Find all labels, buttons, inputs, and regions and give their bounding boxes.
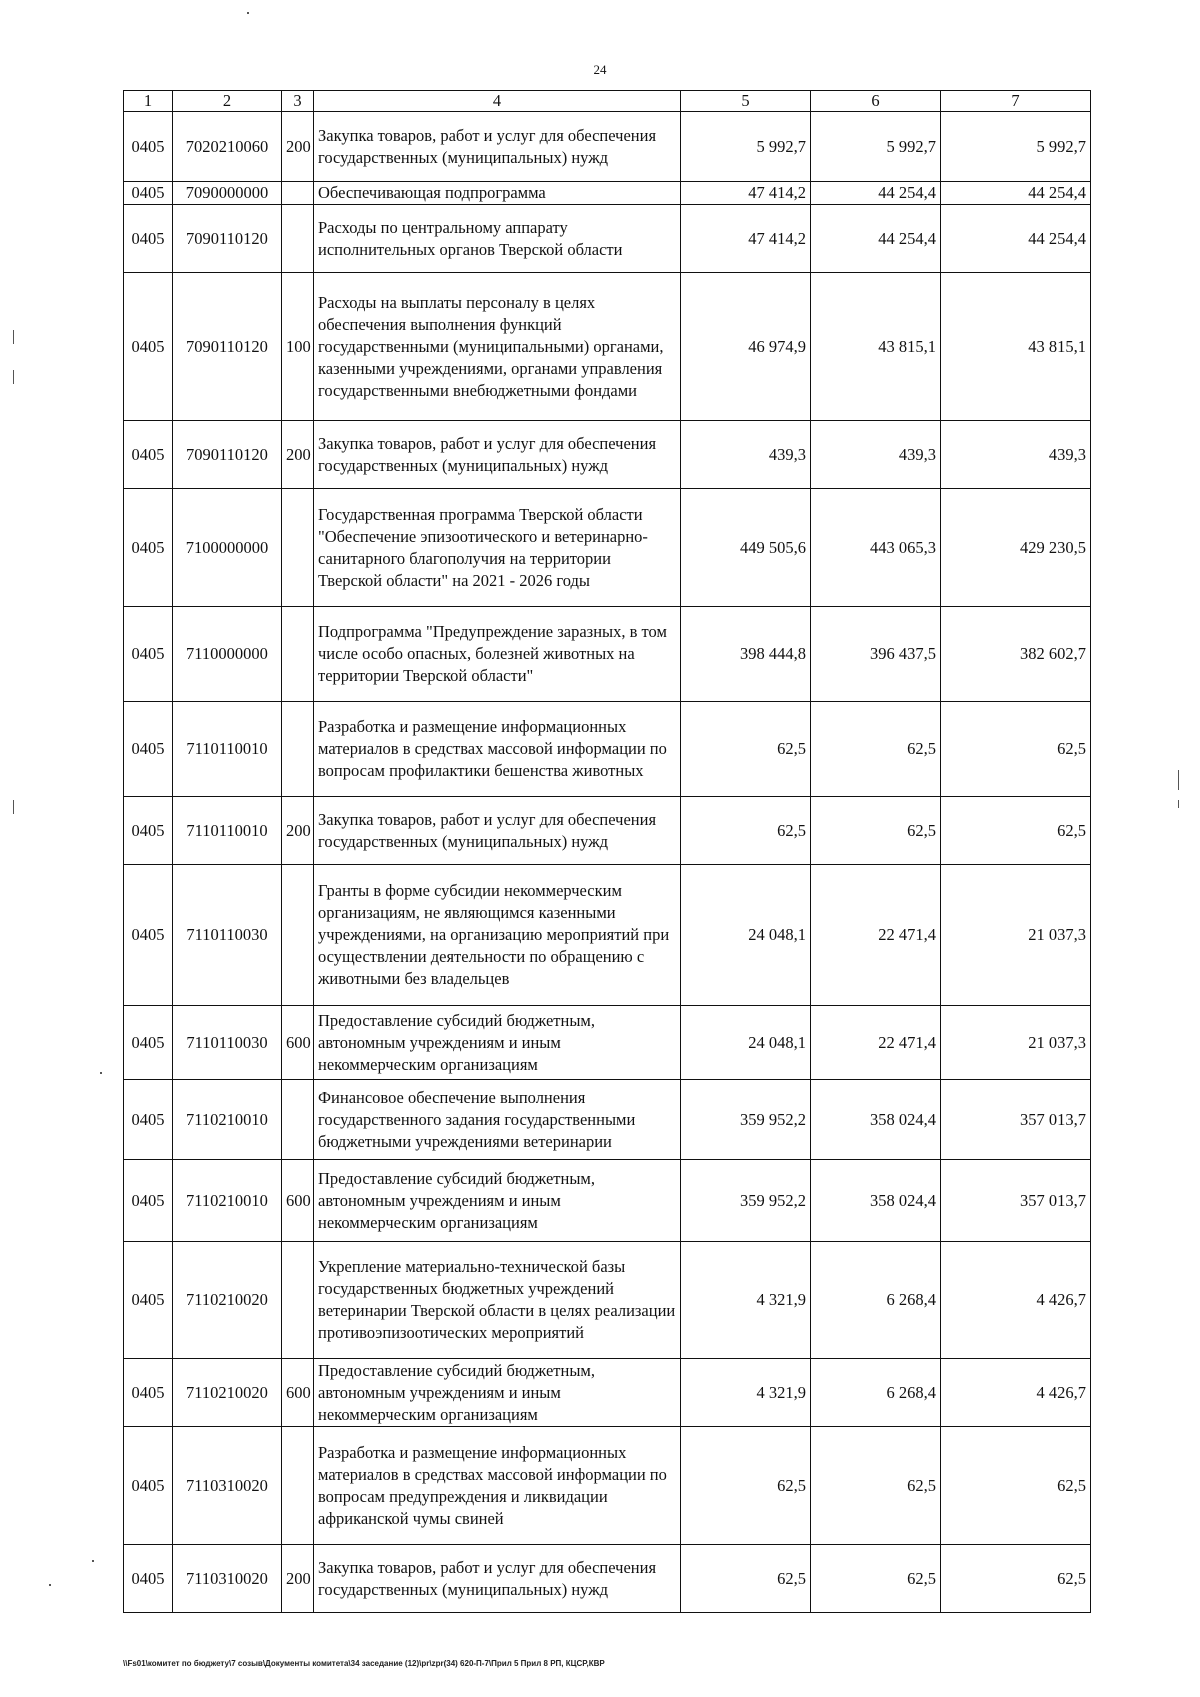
amount-year2-cell: 396 437,5 [811,607,941,702]
section-code-cell: 0405 [124,797,173,865]
amount-year1-cell: 439,3 [681,421,811,489]
amount-year1-cell: 449 505,6 [681,489,811,607]
expense-type-cell: 600 [282,1359,314,1427]
target-article-cell: 7110210020 [173,1359,282,1427]
amount-year1-cell: 62,5 [681,797,811,865]
section-code-cell: 0405 [124,865,173,1006]
col-header-5: 5 [681,91,811,112]
expense-type-cell: 200 [282,797,314,865]
amount-year3-cell: 21 037,3 [941,1006,1091,1080]
table-row [124,1427,1091,1545]
section-code-cell: 0405 [124,112,173,182]
section-code-cell: 0405 [124,489,173,607]
expense-type-cell: 600 [282,1160,314,1242]
table-row [124,1006,1091,1080]
expense-type-cell: 200 [282,112,314,182]
target-article-cell: 7110210020 [173,1242,282,1359]
amount-year1-cell: 47 414,2 [681,205,811,273]
item-name-cell: Финансовое обеспечение выполнения государственного задания государственными бюджетными учреждениями ветеринарии [314,1080,681,1160]
item-name-cell: Расходы по центральному аппарату исполнительных органов Тверской области [314,205,681,273]
section-code-cell: 0405 [124,607,173,702]
amount-year3-cell: 62,5 [941,1427,1091,1545]
expense-type-cell [282,865,314,1006]
col-header-4: 4 [314,91,681,112]
amount-year2-cell: 44 254,4 [811,205,941,273]
section-code-cell: 0405 [124,273,173,421]
amount-year1-cell: 359 952,2 [681,1080,811,1160]
amount-year2-cell: 62,5 [811,1545,941,1613]
item-name-cell: Укрепление материально-технической базы государственных бюджетных учреждений ветеринарии Тверской области в целях реализации противоэпизоотических мероприятий [314,1242,681,1359]
item-name-cell: Предоставление субсидий бюджетным, автономным учреждениям и иным некоммерческим организациям [314,1160,681,1242]
amount-year1-cell: 46 974,9 [681,273,811,421]
amount-year1-cell: 398 444,8 [681,607,811,702]
amount-year2-cell: 62,5 [811,1427,941,1545]
target-article-cell: 7110210010 [173,1160,282,1242]
target-article-cell: 7110000000 [173,607,282,702]
amount-year1-cell: 5 992,7 [681,112,811,182]
expense-type-cell: 600 [282,1006,314,1080]
col-header-1: 1 [124,91,173,112]
expense-type-cell: 100 [282,273,314,421]
table-row [124,797,1091,865]
target-article-cell: 7100000000 [173,489,282,607]
item-name-cell: Закупка товаров, работ и услуг для обеспечения государственных (муниципальных) нужд [314,797,681,865]
amount-year3-cell: 4 426,7 [941,1242,1091,1359]
table-row [124,182,1091,205]
amount-year2-cell: 439,3 [811,421,941,489]
item-name-cell: Закупка товаров, работ и услуг для обеспечения государственных (муниципальных) нужд [314,421,681,489]
table-row [124,1359,1091,1427]
expense-type-cell [282,182,314,205]
amount-year1-cell: 4 321,9 [681,1359,811,1427]
amount-year3-cell: 439,3 [941,421,1091,489]
expense-type-cell [282,1427,314,1545]
amount-year2-cell: 62,5 [811,702,941,797]
table-row [124,489,1091,607]
header-row [124,91,1091,112]
amount-year1-cell: 62,5 [681,1427,811,1545]
table-row [124,1242,1091,1359]
table-row [124,1545,1091,1613]
section-code-cell: 0405 [124,1160,173,1242]
amount-year2-cell: 6 268,4 [811,1242,941,1359]
amount-year2-cell: 5 992,7 [811,112,941,182]
amount-year3-cell: 382 602,7 [941,607,1091,702]
col-header-6: 6 [811,91,941,112]
section-code-cell: 0405 [124,1242,173,1359]
amount-year2-cell: 22 471,4 [811,1006,941,1080]
section-code-cell: 0405 [124,182,173,205]
item-name-cell: Разработка и размещение информационных материалов в средствах массовой информации по вопросам профилактики бешенства животных [314,702,681,797]
table-row [124,1160,1091,1242]
table-row [124,865,1091,1006]
item-name-cell: Закупка товаров, работ и услуг для обеспечения государственных (муниципальных) нужд [314,1545,681,1613]
amount-year3-cell: 429 230,5 [941,489,1091,607]
amount-year3-cell: 5 992,7 [941,112,1091,182]
section-code-cell: 0405 [124,1427,173,1545]
section-code-cell: 0405 [124,1359,173,1427]
target-article-cell: 7020210060 [173,112,282,182]
section-code-cell: 0405 [124,1006,173,1080]
target-article-cell: 7110310020 [173,1545,282,1613]
amount-year3-cell: 357 013,7 [941,1080,1091,1160]
amount-year2-cell: 44 254,4 [811,182,941,205]
expense-type-cell: 200 [282,1545,314,1613]
amount-year3-cell: 62,5 [941,797,1091,865]
target-article-cell: 7110110010 [173,702,282,797]
amount-year3-cell: 4 426,7 [941,1359,1091,1427]
target-article-cell: 7110310020 [173,1427,282,1545]
amount-year1-cell: 359 952,2 [681,1160,811,1242]
target-article-cell: 7110210010 [173,1080,282,1160]
target-article-cell: 7090110120 [173,205,282,273]
item-name-cell: Расходы на выплаты персоналу в целях обеспечения выполнения функций государственными (муниципальными) органами, казенными учреждениями, органами управления государственными внебюджетными фондами [314,273,681,421]
amount-year1-cell: 4 321,9 [681,1242,811,1359]
item-name-cell: Гранты в форме субсидии некоммерческим организациям, не являющимся казенными учреждениями, на организацию мероприятий при осуществлении деятельности по обращению с животными без владельцев [314,865,681,1006]
amount-year2-cell: 443 065,3 [811,489,941,607]
amount-year1-cell: 62,5 [681,702,811,797]
amount-year1-cell: 24 048,1 [681,865,811,1006]
item-name-cell: Закупка товаров, работ и услуг для обеспечения государственных (муниципальных) нужд [314,112,681,182]
section-code-cell: 0405 [124,702,173,797]
section-code-cell: 0405 [124,205,173,273]
amount-year1-cell: 47 414,2 [681,182,811,205]
target-article-cell: 7090000000 [173,182,282,205]
col-header-7: 7 [941,91,1091,112]
budget-table [123,90,1091,1613]
amount-year2-cell: 62,5 [811,797,941,865]
section-code-cell: 0405 [124,1545,173,1613]
expense-type-cell [282,1242,314,1359]
item-name-cell: Разработка и размещение информационных материалов в средствах массовой информации по вопросам предупреждения и ликвидации африканской чумы свиней [314,1427,681,1545]
item-name-cell: Государственная программа Тверской области "Обеспечение эпизоотического и ветеринарно-санитарного благополучия на территории Тверской области" на 2021 - 2026 годы [314,489,681,607]
amount-year1-cell: 24 048,1 [681,1006,811,1080]
col-header-2: 2 [173,91,282,112]
target-article-cell: 7110110030 [173,865,282,1006]
item-name-cell: Предоставление субсидий бюджетным, автономным учреждениям и иным некоммерческим организациям [314,1359,681,1427]
expense-type-cell [282,205,314,273]
target-article-cell: 7090110120 [173,273,282,421]
table-row [124,607,1091,702]
table-row [124,273,1091,421]
amount-year1-cell: 62,5 [681,1545,811,1613]
target-article-cell: 7110110030 [173,1006,282,1080]
amount-year2-cell: 43 815,1 [811,273,941,421]
amount-year3-cell: 43 815,1 [941,273,1091,421]
amount-year3-cell: 44 254,4 [941,182,1091,205]
table-row [124,702,1091,797]
item-name-cell: Обеспечивающая подпрограмма [314,182,681,205]
amount-year3-cell: 357 013,7 [941,1160,1091,1242]
amount-year3-cell: 62,5 [941,702,1091,797]
section-code-cell: 0405 [124,1080,173,1160]
amount-year3-cell: 44 254,4 [941,205,1091,273]
amount-year3-cell: 62,5 [941,1545,1091,1613]
expense-type-cell [282,489,314,607]
amount-year2-cell: 22 471,4 [811,865,941,1006]
amount-year3-cell: 21 037,3 [941,865,1091,1006]
table-row [124,205,1091,273]
amount-year2-cell: 6 268,4 [811,1359,941,1427]
item-name-cell: Подпрограмма "Предупреждение заразных, в том числе особо опасных, болезней животных на территории Тверской области" [314,607,681,702]
expense-type-cell: 200 [282,421,314,489]
expense-type-cell [282,702,314,797]
target-article-cell: 7090110120 [173,421,282,489]
expense-type-cell [282,1080,314,1160]
table-row [124,1080,1091,1160]
col-header-3: 3 [282,91,314,112]
target-article-cell: 7110110010 [173,797,282,865]
table-row [124,421,1091,489]
section-code-cell: 0405 [124,421,173,489]
amount-year2-cell: 358 024,4 [811,1080,941,1160]
table-row [124,112,1091,182]
amount-year2-cell: 358 024,4 [811,1160,941,1242]
expense-type-cell [282,607,314,702]
page-number: 24 [593,62,607,77]
footer-file-path: \\Fs01\комитет по бюджету\7 созыв\Документы комитета\34 заседание (12)\pr\zpr(34) 620-П-7\Прил 5 Прил 8 РП, КЦСР,КВР [123,1659,605,1668]
item-name-cell: Предоставление субсидий бюджетным, автономным учреждениям и иным некоммерческим организациям [314,1006,681,1080]
